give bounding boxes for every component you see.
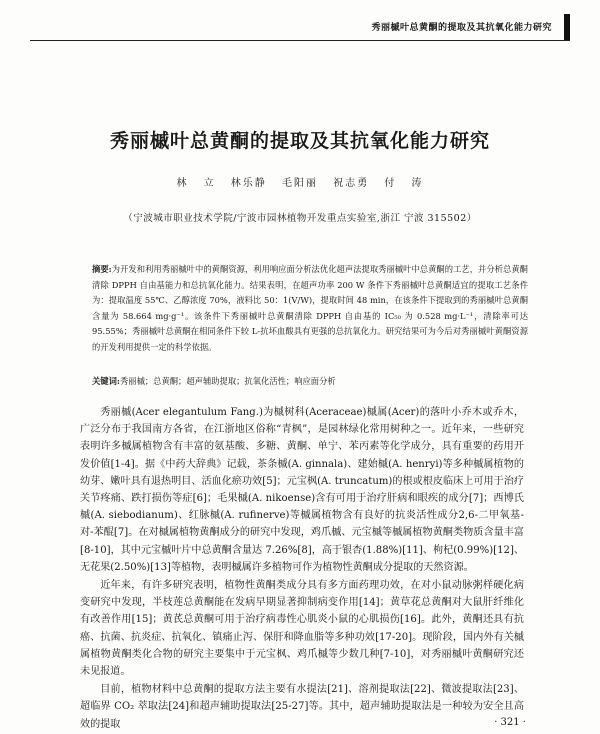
article-title: 秀丽槭叶总黄酮的提取及其抗氧化能力研究 xyxy=(109,130,490,152)
abstract xyxy=(92,262,528,355)
abstract-label: 摘要: xyxy=(92,264,112,274)
abstract-text: 为开发和利用秀丽槭叶中的黄酮资源，利用响应面分析法优化超声法提取秀丽槭叶中总黄酮的工艺，并分析总黄酮清除 DPPH 自由基能力和总抗氧化能力。结果表明，在超声功率 200 W 条件下秀丽槭叶总黄酮适宜的提取工艺条件为：提取温度 55℃、乙醇浓度 70%，液料比 50：1(V/W)，提取时间 48 min，在该条件下提取到的秀丽槭叶总黄酮含量为 58.664 mg·g⁻¹。该条件下秀丽槭叶总黄酮清除 DPPH 自由基的 IC₅₀ 为 0.528 mg·L⁻¹，清除率可达 95.55%；秀丽槭叶总黄酮在相同条件下较 L-抗坏血酸具有更强的总抗氧化力。研究结果可为今后对秀丽槭叶黄酮资源的开发利用提供一定的科学依据。 xyxy=(92,264,528,352)
keywords xyxy=(92,374,528,389)
body-paragraph: 目前，植物材料中总黄酮的提取方法主要有水提法[21]、溶剂提取法[22]、微波提取法[23]、超临界 CO₂ 萃取法[24]和超声辅助提取法[25-27]等。其中，超声辅助提取法是一种较为安全且高效的提取 xyxy=(80,684,524,730)
keywords-label: 关键词: xyxy=(92,376,120,386)
affiliation: （宁波城市职业技术学院/宁波市园林植物开发重点实验室,浙江 宁波 315502） xyxy=(123,213,477,224)
running-title: 秀丽槭叶总黄酮的提取及其抗氧化能力研究 xyxy=(371,23,552,33)
body-paragraph: 秀丽槭(Acer elegantulum Fang.)为槭树科(Aceraceae)槭属(Acer)的落叶小乔木或乔木，广泛分布于我国南方各省，在江浙地区俗称“青枫”，是园林绿化常用树种之一。近年来，一些研究表明许多槭属植物含有丰富的氨基酸、多糖、黄酮、单宁、苯丙素等化学成分，具有重要的药用开发价值[1-4]。据《中药大辞典》记载，茶条槭(A. ginnala)、建始槭(A. henryi)等多种槭属植物的幼芽、嫩叶具有退热明目、活血化瘀功效[5]；元宝枫(A. truncatum)的根或根皮临床上可用于治疗关节疼痛、跌打损伤等症[6]；毛果槭(A. nikoense)含有可用于治疗肝病和眼疾的成分[7]；西博氏槭(A. siebodianum)、红脉槭(A. rufinerve)等槭属植物含有良好的抗炎活性成分2,6-二甲氧基-对-苯醌[7]。在对槭属植物黄酮成分的研究中发现，鸡爪槭、元宝槭等槭属植物黄酮类物质含量丰富[8-10]，其中元宝槭叶片中总黄酮含量达 7.26%[8]，高于银杏(1.88%)[11]、枸杞(0.99%)[12]、无花果(2.50%)[13]等植物，表明槭属许多植物可作为植物性黄酮成分提取的天然资源。 xyxy=(80,407,524,573)
running-header xyxy=(30,14,570,41)
author-list: 林 立 林乐静 毛阳丽 祝志勇 付 涛 xyxy=(176,178,424,189)
header-mark xyxy=(564,14,570,40)
keywords-text: 秀丽槭；总黄酮；超声辅助提取；抗氧化活性；响应面分析 xyxy=(119,376,336,386)
body-text xyxy=(80,404,524,734)
page-number: · 321 · xyxy=(494,717,526,728)
body-paragraph: 近年来，有许多研究表明，植物性黄酮类成分具有多方面药理功效，在对小鼠动脉粥样硬化病变研究中发现，半枝莲总黄酮能在发病早期显著抑制病变作用[14]；黄草花总黄酮对大鼠肝纤维化有改善作用[15]；黄芪总黄酮可用于治疗病毒性心肌炎小鼠的心肌损伤[16]。此外，黄酮还具有抗癌、抗菌、抗炎症、抗氧化、镇痛止泻、保肝和降血脂等多种功效[17-20]。现阶段，国内外有关槭属植物黄酮类化合物的研究主要集中于元宝枫、鸡爪槭等少数几种[7-10]，对秀丽槭叶黄酮研究还未见报道。 xyxy=(80,580,524,678)
